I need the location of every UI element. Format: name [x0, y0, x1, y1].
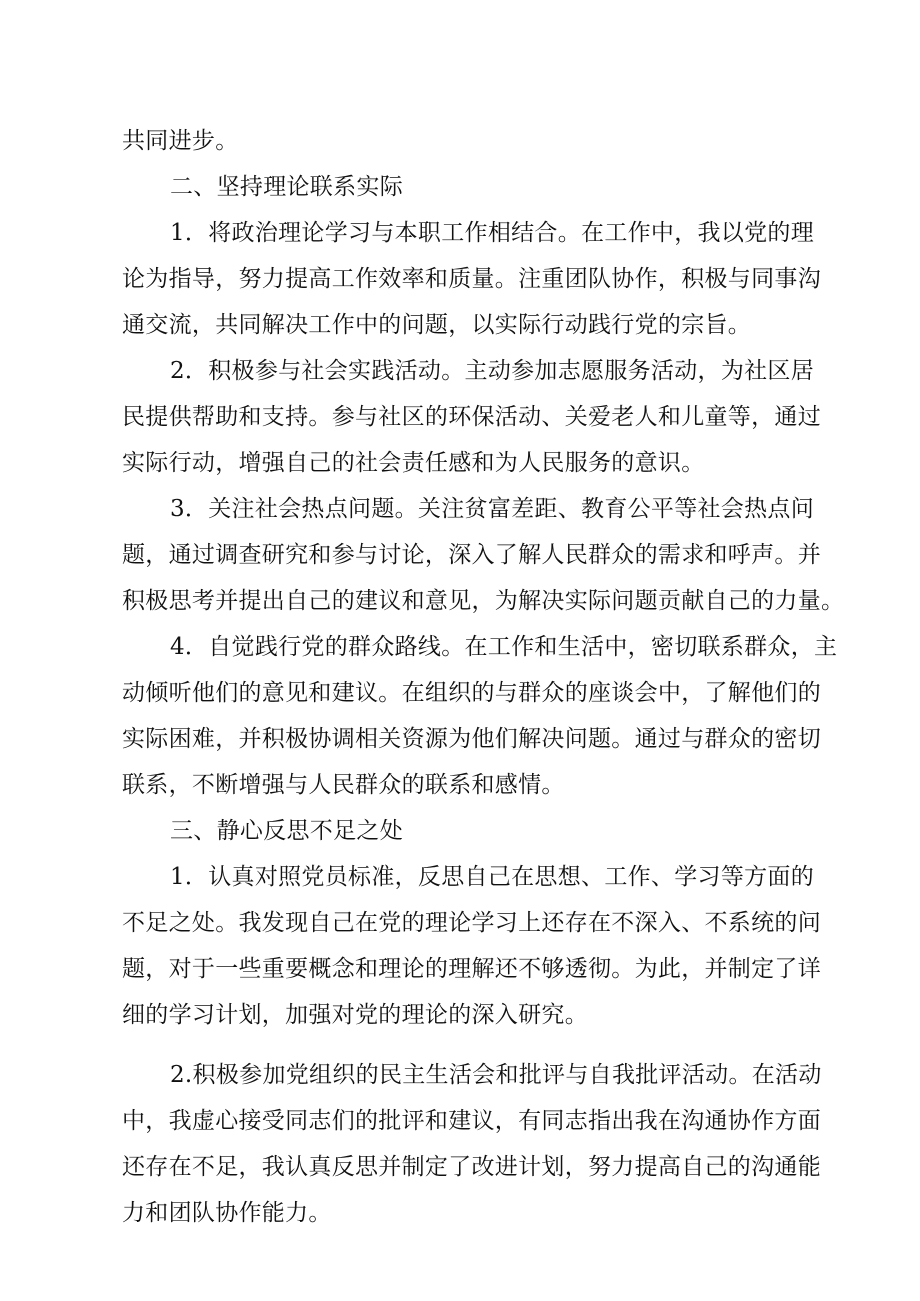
- text-line: 2．积极参与社会实践活动。主动参加志愿服务活动，为社区居: [170, 358, 815, 384]
- text-line: 4．自觉践行党的群众路线。在工作和生活中，密切联系群众，主: [170, 634, 838, 660]
- text-line: 题，通过调查研究和参与讨论，深入了解人民群众的需求和呼声。并: [122, 542, 821, 568]
- text-line: 论为指导，努力提高工作效率和质量。注重团队协作，积极与同事沟: [122, 266, 821, 292]
- text-line: 细的学习计划，加强对党的理论的深入研究。: [122, 1002, 588, 1028]
- text-line: 题，对于一些重要概念和理论的理解还不够透彻。为此，并制定了详: [122, 956, 821, 982]
- text-line: 还存在不足，我认真反思并制定了改进计划，努力提高自己的沟通能: [122, 1154, 821, 1180]
- text-line: 实际困难，并积极协调相关资源为他们解决问题。通过与群众的密切: [122, 726, 821, 752]
- text-line: 联系，不断增强与人民群众的联系和感情。: [122, 772, 565, 798]
- text-line: 通交流，共同解决工作中的问题，以实际行动践行党的宗旨。: [122, 312, 752, 338]
- text-line: 1．认真对照党员标准，反思自己在思想、工作、学习等方面的: [170, 864, 815, 890]
- section-heading: 三、静心反思不足之处: [170, 818, 403, 844]
- text-line: 共同进步。: [122, 128, 239, 154]
- text-line: 积极思考并提出自己的建议和意见，为解决实际问题贡献自己的力量。: [122, 588, 845, 614]
- text-line: 不足之处。我发现自己在党的理论学习上还存在不深入、不系统的问: [122, 910, 821, 936]
- text-line: 3．关注社会热点问题。关注贫富差距、教育公平等社会热点问: [170, 496, 815, 522]
- text-line: 动倾听他们的意见和建议。在组织的与群众的座谈会中，了解他们的: [122, 680, 821, 706]
- text-line: 力和团队协作能力。: [122, 1200, 332, 1226]
- text-line: 2.积极参加党组织的民主生活会和批评与自我批评活动。在活动: [170, 1062, 822, 1088]
- section-heading: 二、坚持理论联系实际: [170, 174, 403, 200]
- text-line: 民提供帮助和支持。参与社区的环保活动、关爱老人和儿童等，通过: [122, 404, 821, 430]
- text-line: 1．将政治理论学习与本职工作相结合。在工作中，我以党的理: [170, 220, 815, 246]
- text-line: 实际行动，增强自己的社会责任感和为人民服务的意识。: [122, 450, 705, 476]
- text-line: 中，我虚心接受同志们的批评和建议，有同志指出我在沟通协作方面: [122, 1108, 821, 1134]
- document-body: [122, 118, 845, 1236]
